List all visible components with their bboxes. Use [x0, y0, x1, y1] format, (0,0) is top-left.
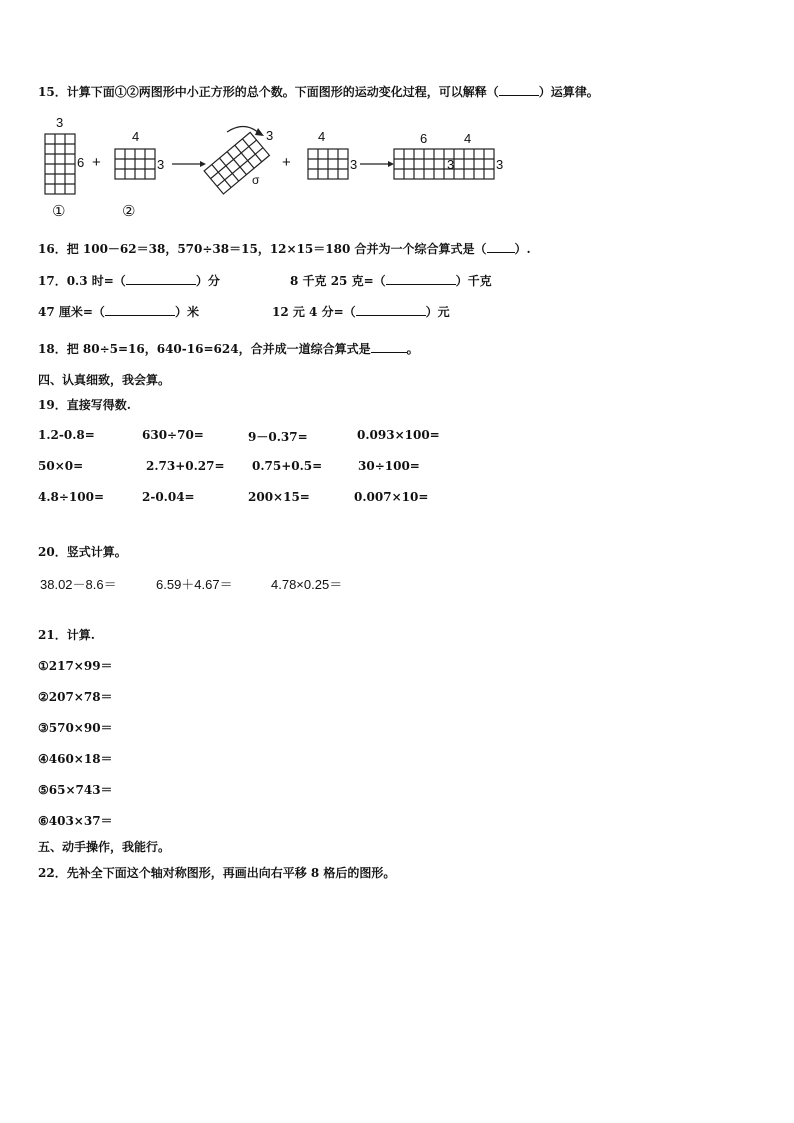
q17-line2-a-label: 47 厘米=（ — [38, 305, 105, 319]
q15-figure — [40, 112, 510, 222]
q19-r2c1: 50×0= — [38, 459, 84, 473]
section-5-heading: 五、动手操作，我能行。 — [38, 840, 171, 854]
arrow-2 — [360, 161, 394, 167]
fig1-side-label: 6 — [77, 155, 85, 170]
fig5-label-a: 6 — [420, 131, 428, 146]
q21-item-6: ⑥403×37＝ — [38, 814, 113, 828]
fig2-grid — [115, 149, 155, 179]
q17-line1-a-label: 17．0.3 时=（ — [38, 274, 126, 288]
rotation-arrow — [227, 126, 260, 134]
fig4-top-label: 4 — [318, 129, 326, 144]
q22-text: 22．先补全下面这个轴对称图形，再画出向右平移 8 格后的图形。 — [38, 866, 396, 880]
rotated-grid — [204, 132, 269, 194]
q18-text-post: 。 — [406, 342, 419, 356]
q17-line1-b-unit: ）千克 — [455, 274, 492, 288]
q18-text — [38, 340, 419, 357]
fig5-label-b: 4 — [464, 131, 472, 146]
plus-sign-1: + — [92, 154, 101, 171]
q16-text — [38, 240, 531, 257]
fig1-top-label: 3 — [56, 115, 64, 130]
q19-r1c1: 1.2-0.8= — [38, 428, 95, 442]
fig2-top-label: 4 — [132, 129, 140, 144]
section-4-heading: 四、认真细致，我会算。 — [38, 373, 171, 387]
q15-answer-blank[interactable] — [499, 95, 539, 96]
q20-item-3: 4.78×0.25＝ — [271, 577, 343, 592]
q17-blank-3[interactable] — [105, 315, 175, 316]
q21-item-2: ②207×78＝ — [38, 690, 113, 704]
fig2-side-label: 3 — [157, 157, 165, 172]
q17-line1-b-label: 8 千克 25 克=（ — [290, 274, 386, 288]
q19-r2c4: 30÷100= — [358, 459, 420, 473]
q18-text-main: 18．把 80÷5=16，640-16=624，合并成一道综合算式是 — [38, 342, 371, 356]
q17-line1-a — [38, 272, 220, 289]
q19-r3c3: 200×15= — [248, 490, 310, 504]
q21-item-4: ④460×18＝ — [38, 752, 113, 766]
q17-line2-b-unit: ）元 — [425, 305, 450, 319]
rotated-side-label: 3 — [266, 128, 274, 143]
fig4-grid — [308, 149, 348, 179]
fig4-side-label: 3 — [350, 157, 358, 172]
q17-blank-2[interactable] — [386, 284, 456, 285]
q19-r3c4: 0.007×10= — [354, 490, 429, 504]
q17-line1-b — [290, 272, 492, 289]
q20-item-2: 6.59＋4.67＝ — [156, 577, 233, 592]
q21-title: 21．计算. — [38, 628, 95, 642]
q15-text-pre: 15．计算下面①②两图形中小正方形的总个数。下面图形的运动变化过程，可以解释（ — [38, 85, 499, 99]
q21-item-3: ③570×90＝ — [38, 721, 113, 735]
q21-item-5: ⑤65×743＝ — [38, 783, 113, 797]
q19-r1c3: 9－0.37= — [248, 430, 308, 444]
q15-text — [38, 83, 599, 100]
rotation-arrowhead — [255, 128, 264, 136]
q19-r1c4: 0.093×100= — [357, 428, 440, 442]
q16-text-post: ）. — [514, 242, 531, 256]
arrow-1 — [172, 161, 206, 167]
q17-blank-4[interactable] — [356, 315, 426, 316]
q19-r3c1: 4.8÷100= — [38, 490, 105, 504]
fig5-grid — [394, 149, 494, 179]
q17-blank-1[interactable] — [126, 284, 196, 285]
q21-item-1: ①217×99＝ — [38, 659, 113, 673]
q16-answer-blank[interactable] — [487, 252, 515, 253]
q17-line2-b — [272, 303, 450, 320]
fig1-circle-label: ① — [52, 203, 66, 220]
q19-r1c2: 630÷70= — [142, 428, 204, 442]
q17-line1-a-unit: ）分 — [195, 274, 220, 288]
rotated-bottom-label: σ — [252, 173, 260, 187]
q17-line2-b-label: 12 元 4 分=（ — [272, 305, 356, 319]
q17-line2-a-unit: ）米 — [174, 305, 199, 319]
fig1-grid — [45, 134, 75, 194]
q18-answer-blank[interactable] — [371, 352, 407, 353]
q20-title: 20．竖式计算。 — [38, 545, 127, 559]
q19-r2c3: 0.75+0.5= — [252, 459, 323, 473]
q19-r3c2: 2-0.04= — [142, 490, 195, 504]
q16-text-main: 16．把 100－62＝38，570÷38＝15，12×15＝180 合并为一个综合算式是（ — [38, 242, 487, 256]
fig2-circle-label: ② — [122, 203, 136, 220]
fig5-side-label: 3 — [496, 157, 504, 172]
q17-line2-a — [38, 303, 199, 320]
q20-item-1: 38.02－8.6＝ — [40, 577, 117, 592]
q15-text-post: ）运算律。 — [538, 85, 599, 99]
q19-r2c2: 2.73+0.27= — [146, 459, 225, 473]
fig5-mid-label: 3 — [447, 157, 455, 172]
q19-title: 19．直接写得数. — [38, 398, 131, 412]
plus-sign-2: + — [282, 154, 291, 171]
